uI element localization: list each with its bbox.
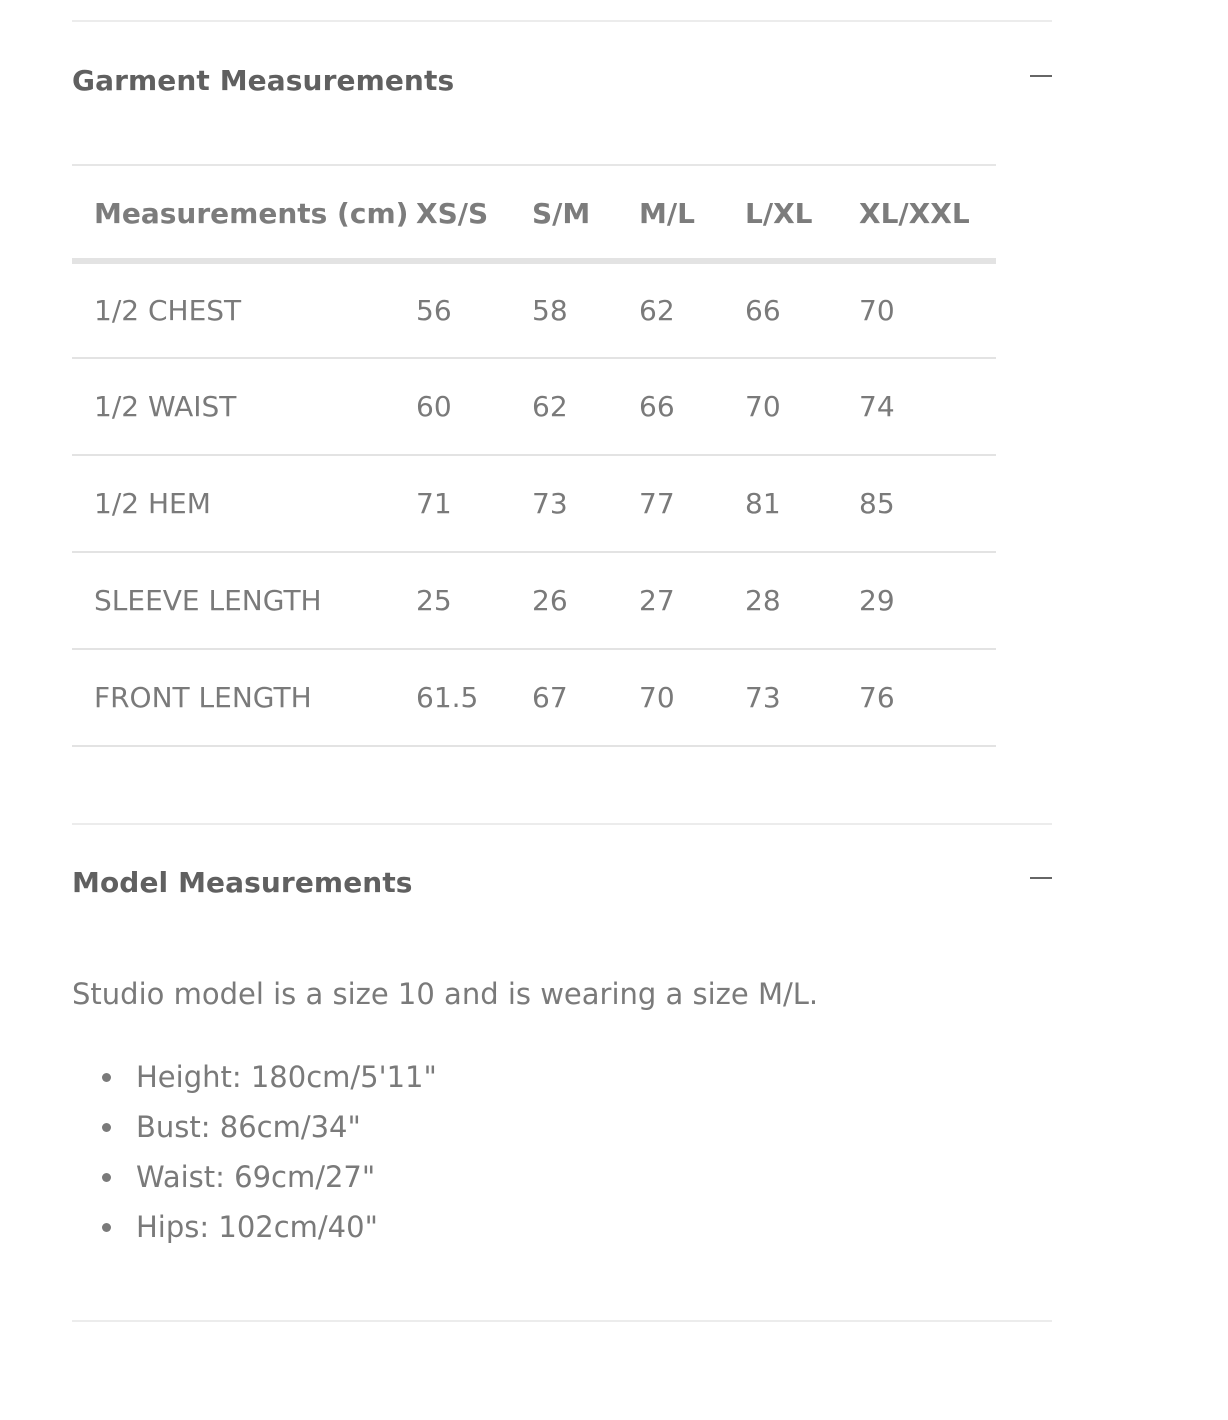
- header-measurements: Measurements (cm): [94, 196, 409, 230]
- table-cell: 67: [532, 681, 568, 714]
- table-cell: 26: [532, 584, 568, 617]
- table-cell: 62: [639, 294, 675, 327]
- bullet-icon: [102, 1173, 111, 1182]
- table-cell: 60: [416, 390, 452, 423]
- bullet-icon: [102, 1123, 111, 1132]
- table-cell: 70: [639, 681, 675, 714]
- table-row: [72, 455, 996, 552]
- stat-height: Height: 180cm/5'11": [136, 1060, 437, 1094]
- table-cell: 66: [745, 294, 781, 327]
- table-cell: 71: [416, 487, 452, 520]
- table-row: [72, 649, 996, 746]
- top-divider: [72, 20, 1052, 22]
- table-cell: 73: [745, 681, 781, 714]
- table-cell: 85: [859, 487, 895, 520]
- table-cell: 66: [639, 390, 675, 423]
- row-label: 1/2 HEM: [94, 487, 211, 520]
- table-cell: 73: [532, 487, 568, 520]
- list-item: [136, 1152, 437, 1202]
- garment-measurements-title: Garment Measurements: [72, 64, 455, 97]
- size-table: [72, 164, 996, 747]
- header-size-m-l: M/L: [639, 196, 695, 230]
- table-cell: 61.5: [416, 681, 479, 714]
- bottom-divider: [72, 1320, 1052, 1322]
- model-intro-text: Studio model is a size 10 and is wearing a size M/L.: [72, 977, 819, 1011]
- table-row: [72, 358, 996, 455]
- model-stats-list: [72, 1052, 437, 1252]
- table-cell: 74: [859, 390, 895, 423]
- table-cell: 62: [532, 390, 568, 423]
- list-item: [136, 1202, 437, 1252]
- minus-icon[interactable]: [1028, 867, 1052, 891]
- table-cell: 58: [532, 294, 568, 327]
- header-size-xs-s: XS/S: [416, 196, 489, 230]
- garment-measurements-header[interactable]: [72, 51, 1052, 111]
- table-row: [72, 261, 996, 358]
- header-size-s-m: S/M: [532, 196, 591, 230]
- row-label: SLEEVE LENGTH: [94, 584, 322, 617]
- stat-waist: Waist: 69cm/27": [136, 1160, 376, 1194]
- table-cell: 70: [859, 294, 895, 327]
- table-cell: 76: [859, 681, 895, 714]
- table-cell: 81: [745, 487, 781, 520]
- table-cell: 56: [416, 294, 452, 327]
- bullet-icon: [102, 1223, 111, 1232]
- minus-icon[interactable]: [1028, 65, 1052, 89]
- table-cell: 28: [745, 584, 781, 617]
- row-label: FRONT LENGTH: [94, 681, 312, 714]
- row-label: 1/2 WAIST: [94, 390, 237, 423]
- stat-hips: Hips: 102cm/40": [136, 1210, 378, 1244]
- table-cell: 29: [859, 584, 895, 617]
- table-cell: 70: [745, 390, 781, 423]
- table-cell: 25: [416, 584, 452, 617]
- table-header-row: [72, 165, 996, 261]
- header-size-l-xl: L/XL: [745, 196, 813, 230]
- header-size-xl-xxl: XL/XXL: [859, 196, 970, 230]
- table-cell: 27: [639, 584, 675, 617]
- list-item: [136, 1052, 437, 1102]
- model-measurements-header[interactable]: [72, 853, 1052, 913]
- list-item: [136, 1102, 437, 1152]
- table-row: [72, 552, 996, 649]
- stat-bust: Bust: 86cm/34": [136, 1110, 361, 1144]
- row-label: 1/2 CHEST: [94, 294, 242, 327]
- bullet-icon: [102, 1073, 111, 1082]
- model-measurements-title: Model Measurements: [72, 866, 413, 899]
- section-divider: [72, 823, 1052, 825]
- table-cell: 77: [639, 487, 675, 520]
